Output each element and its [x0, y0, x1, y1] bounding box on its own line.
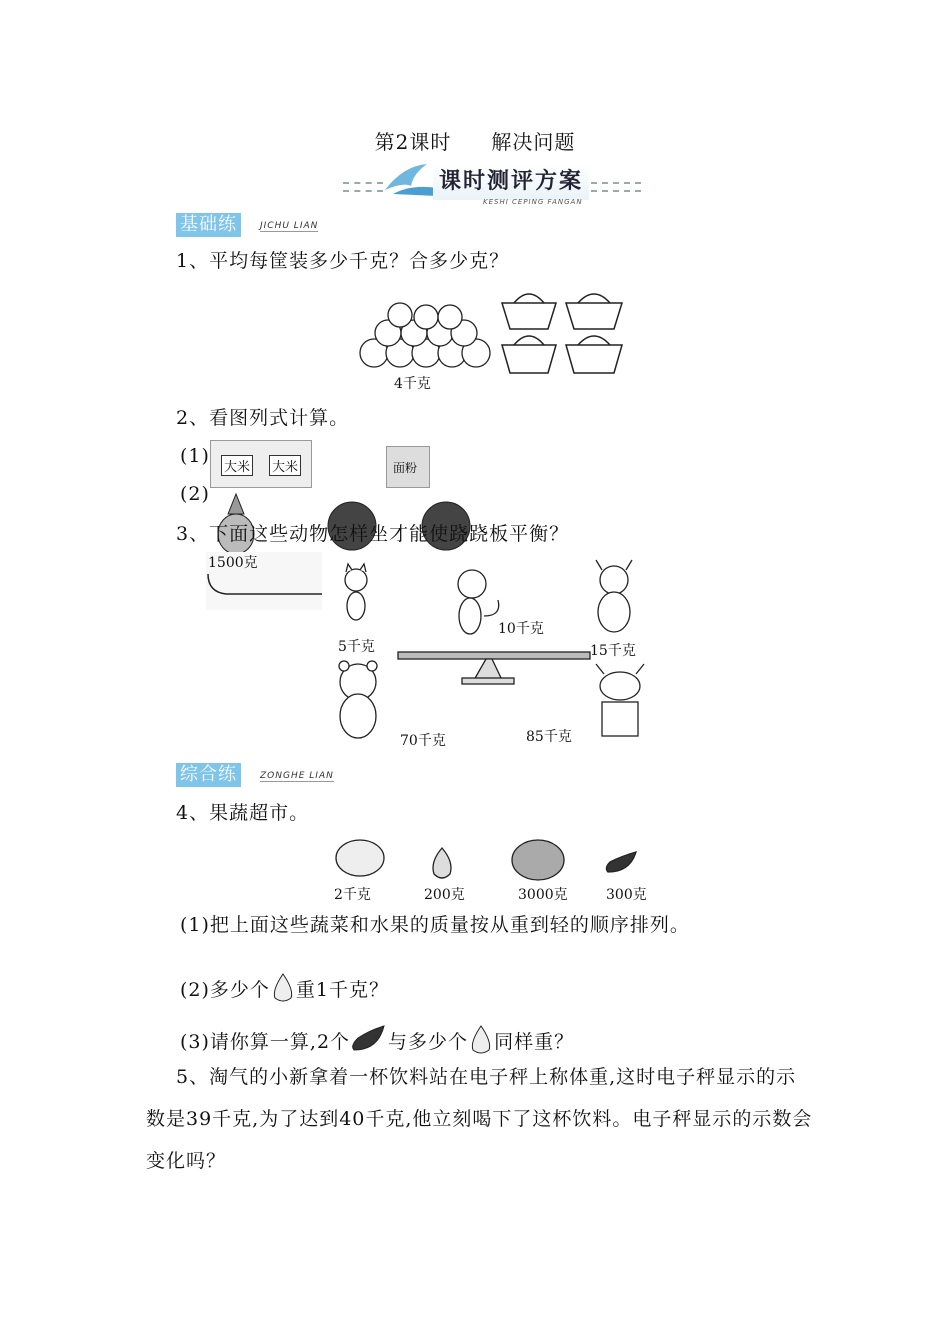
rice-bag-1: [210, 440, 312, 488]
rice-bag-2-label: 大米: [269, 455, 301, 476]
flour-bag-label: 面粉: [393, 461, 418, 475]
q4-figure: [330, 832, 650, 902]
q4-sub-3-a: (3)请你算一算,2个: [180, 1031, 351, 1053]
pear-icon: [468, 1022, 494, 1056]
pear-icon: [433, 848, 451, 878]
q2-part-2: (2): [180, 483, 210, 505]
pumpkin-weight: 3000克: [518, 887, 568, 903]
cow-weight: 85千克: [526, 729, 572, 745]
q1-figure: [350, 287, 632, 391]
eggplant-icon: [350, 1020, 388, 1054]
section-basic-header: [176, 213, 356, 239]
q4-sub-3: [180, 1020, 574, 1056]
q2-weight-label: 1500克: [208, 555, 258, 571]
produce-icon: [330, 832, 650, 884]
q3-figure: [322, 556, 662, 756]
monkey-weight: 10千克: [498, 621, 544, 637]
question-4: 4、果蔬超市。: [176, 802, 310, 824]
q4-sub-2: [180, 970, 389, 1004]
question-1: 1、平均每筐装多少千克？合多少克？: [176, 250, 510, 272]
q4-sub-3-c: 同样重？: [494, 1031, 575, 1053]
page-title: [0, 126, 950, 155]
rice-bag-1-label: 大米: [221, 455, 253, 476]
peaches-and-baskets-icon: [350, 287, 632, 391]
scale-curve-icon: [206, 572, 322, 608]
banner: [343, 160, 643, 208]
cabbage-icon: [336, 840, 384, 876]
cabbage-weight: 2千克: [334, 887, 371, 903]
q2-part-2-scale: [206, 552, 322, 610]
section-combined-header: [176, 763, 356, 789]
q2-part-1: (1): [180, 445, 210, 467]
banner-left-dash: [343, 182, 383, 192]
pear-weight: 200克: [424, 887, 465, 903]
banner-subtitle: KESHI CEPING FANGAN: [483, 198, 583, 206]
q1-weight-label: 4千克: [394, 376, 431, 392]
goat-weight: 15千克: [590, 643, 636, 659]
wave-logo-icon: [383, 160, 439, 200]
banner-title: 课时测评方案: [433, 164, 589, 200]
lesson-number: 第2课时: [374, 130, 452, 154]
q4-sub-2-b: 重1千克？: [295, 979, 390, 1001]
section-basic-pinyin: JICHU LIAN: [260, 221, 319, 231]
banner-right-dash: [591, 182, 641, 192]
eggplant-icon: [606, 852, 636, 872]
q4-sub-1: (1)把上面这些蔬菜和水果的质量按从重到轻的顺序排列。: [180, 914, 690, 936]
section-basic-label: 基础练: [176, 213, 241, 237]
question-2: 2、看图列式计算。: [176, 407, 350, 429]
q4-sub-3-b: 与多少个: [388, 1031, 469, 1053]
flour-bag: [386, 446, 430, 488]
section-combined-label: 综合练: [176, 763, 241, 787]
question-3: 3、下面这些动物怎样坐才能使跷跷板平衡？: [176, 523, 570, 545]
cat-weight: 5千克: [338, 639, 375, 655]
question-5: 5、淘气的小新拿着一杯饮料站在电子秤上称体重,这时电子秤显示的示数是39千克,为了达到40千克,他立刻喝下了这杯饮料。电子秤显示的示数会变化吗？: [146, 1066, 813, 1172]
lesson-topic: 解决问题: [491, 130, 576, 154]
q4-sub-2-a: (2)多少个: [180, 979, 270, 1001]
section-combined-pinyin: ZONGHE LIAN: [260, 771, 334, 781]
pear-icon: [270, 970, 296, 1004]
pumpkin-icon: [512, 840, 564, 880]
eggplant-weight: 300克: [606, 887, 647, 903]
bear-weight: 70千克: [400, 733, 446, 749]
